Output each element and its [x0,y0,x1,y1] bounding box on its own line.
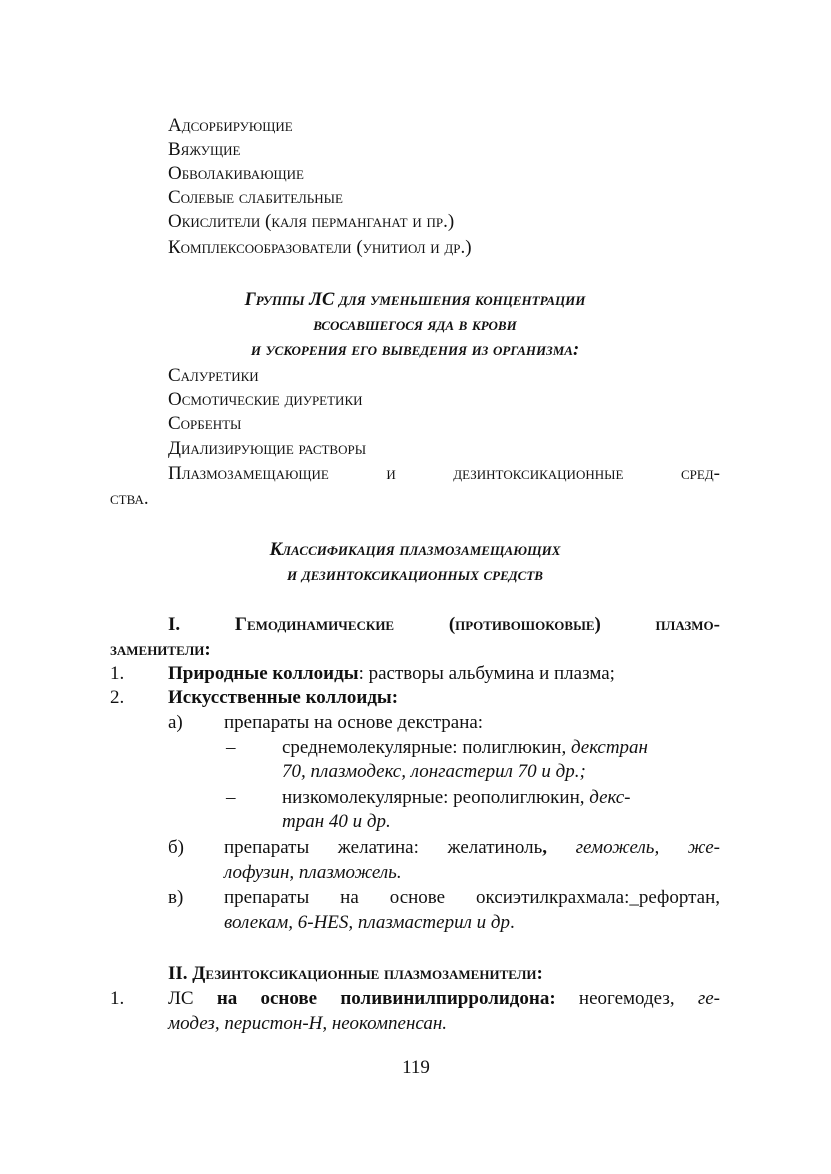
list-item: Сорбенты [168,413,242,434]
dash-marker: – [226,787,236,808]
subitem-continuation: лофузин, плазможель. [224,862,402,883]
item-bold-term: на основе поливинилпирролидона: [216,988,556,1009]
item-number: 2. [110,687,125,708]
dash-item-normal: среднемолекулярные: полиглюкин, [282,737,571,758]
dash-item-text [282,786,630,810]
page-number: 119 [402,1057,430,1078]
list-item: Вяжущие [168,139,241,160]
subitem-continuation [224,911,515,935]
subitem-normal: препараты желатина: желатиноль [224,837,543,858]
section-heading: и дезинтоксикационных средств [287,565,543,585]
dash-marker: – [226,737,236,758]
item-italic: ге- [697,988,721,1009]
subitem-marker: в) [168,887,184,908]
list-item: Солевые слабительные [168,187,343,208]
subitem-comma: , [542,837,548,858]
item-number: 1. [110,663,125,684]
dash-item-italic: декстран [570,737,648,758]
item-text [168,662,615,686]
subsection-title: I. Гемодинамические (противошоковые) плазмо- [168,614,720,635]
item-continuation: модез, перистон-Н, неокомпенсан. [168,1013,448,1034]
list-item-continuation: ства. [110,488,149,509]
item-number: 1. [110,988,125,1009]
subitem-period: . [509,912,515,933]
list-item: Комплексообразователи (унитиол и др.) [168,237,472,258]
subitem-italic: волекам, 6-HES, плазмастерил и др [224,912,510,933]
dash-item-text [282,736,648,760]
subitem-italic: геможель, же- [547,837,720,858]
section-heading: всосавшегося яда в крови [313,315,517,335]
subitem-text [224,836,720,860]
subsection-title-continuation: заменители: [110,639,211,660]
section-heading: Группы ЛС для уменьшения концентрации [244,290,586,310]
item-description: : растворы альбумина и плазма; [358,663,615,684]
item-bold-term: Искусственные коллоиды: [168,687,399,708]
list-item: Окислители (каля перманганат и пр.) [168,211,455,232]
subitem-marker: б) [168,837,184,858]
item-text [168,987,720,1011]
list-item: Адсорбирующие [168,115,293,136]
list-item: Салуретики [168,365,259,386]
list-item: Плазмозамещающие и дезинтоксикационные сред- [168,463,720,484]
item-normal: неогемодез, [555,988,698,1009]
dash-item-continuation: 70, плазмодекс, лонгастерил 70 и др.; [282,761,586,782]
section-heading: Классификация плазмозамещающих [269,540,561,560]
section-heading: и ускорения его выведения из организма: [250,340,580,360]
dash-item-normal: низкомолекулярные: реополиглюкин, [282,787,590,808]
subsection-title: II. Дезинтоксикационные плазмозаменители: [168,963,543,984]
dash-item-continuation: тран 40 и др. [282,811,391,832]
item-bold-term: Природные коллоиды [168,663,359,684]
dash-item-italic: декс- [589,787,631,808]
list-item: Осмотические диуретики [168,389,363,410]
list-item: Обволакивающие [168,163,304,184]
subitem-text: препараты на основе декстрана: [224,712,484,733]
item-prefix: ЛС [168,988,217,1009]
subitem-text: препараты на основе оксиэтилкрахмала:_рефортан, [224,887,720,908]
list-item: Диализирующие растворы [168,438,367,459]
subitem-marker: а) [168,712,183,733]
